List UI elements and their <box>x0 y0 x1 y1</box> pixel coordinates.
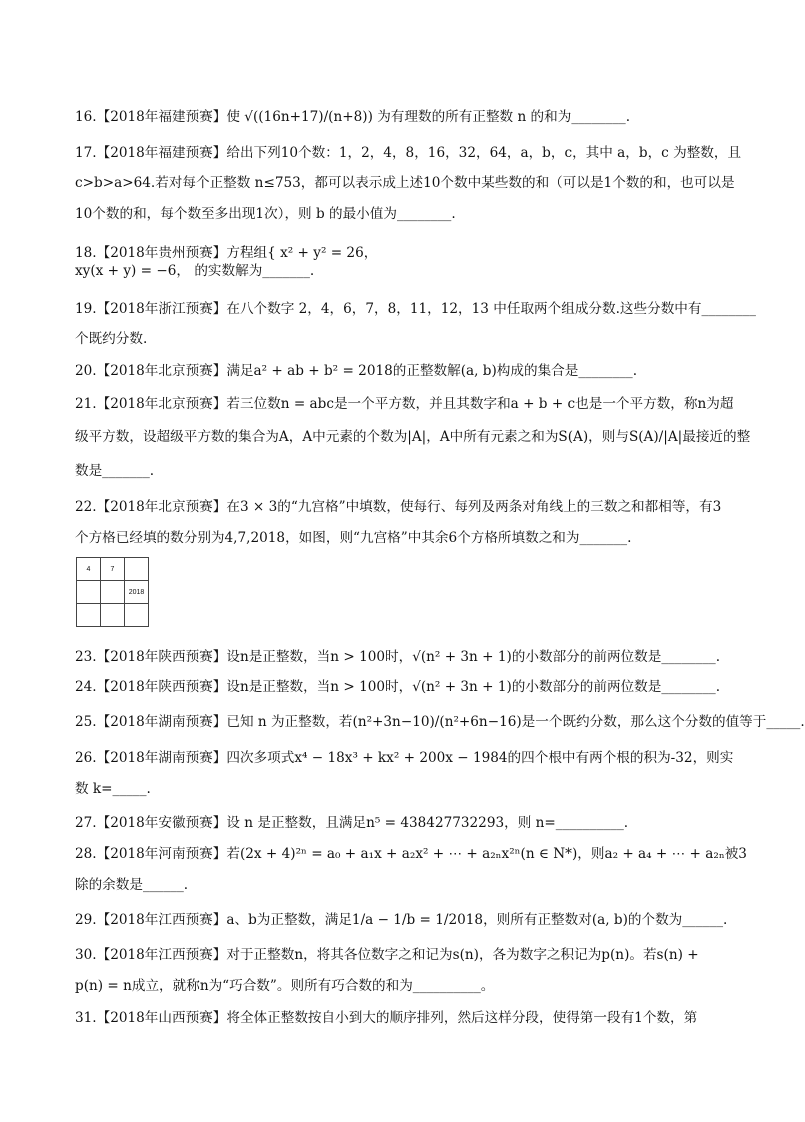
grid-cell <box>101 604 125 627</box>
problem-22-line-2: 个方格已经填的数分别为4,7,2018，如图，则“九宫格”中其余6个方格所填数之和为_______. <box>75 530 632 546</box>
problem-20: 20.【2018年北京预赛】满足a² + ab + b² = 2018的正整数解(a, b)构成的集合是________. <box>75 363 638 379</box>
grid-cell <box>77 581 101 604</box>
problem-21-line-3: 数是_______. <box>75 463 155 479</box>
problem-26-line-2: 数 k=_____. <box>75 781 151 797</box>
problem-28-line-2: 除的余数是______. <box>75 877 189 893</box>
grid-cell: 2018 <box>125 581 149 604</box>
problem-17-line-1: 17.【2018年福建预赛】给出下列10个数：1，2，4，8，16，32，64，a，b，c，其中 a，b，c 为整数，且 <box>75 145 742 161</box>
grid-cell: 4 <box>77 558 101 581</box>
problem-21-line-2: 级平方数，设超级平方数的集合为A，A中元素的个数为|A|，A中所有元素之和为S(A)，则与S(A)/|A|最接近的整 <box>75 429 751 445</box>
problem-27: 27.【2018年安徽预赛】设 n 是正整数，且满足n⁵ = 438427732293，则 n=__________. <box>75 815 629 831</box>
grid-cell <box>125 604 149 627</box>
problem-24: 24.【2018年陕西预赛】设n是正整数，当n > 100时，√(n² + 3n + 1)的小数部分的前两位数是________. <box>75 679 721 695</box>
grid-cell <box>101 581 125 604</box>
problem-16: 16.【2018年福建预赛】使 √((16n+17)/(n+8)) 为有理数的所有正整数 n 的和为________. <box>75 109 631 125</box>
problem-19-line-2: 个既约分数. <box>75 331 148 347</box>
problem-23: 23.【2018年陕西预赛】设n是正整数，当n > 100时，√(n² + 3n + 1)的小数部分的前两位数是________. <box>75 649 721 665</box>
problem-18-line-2: xy(x + y) = −6， 的实数解为_______. <box>75 263 315 279</box>
problem-21-line-1: 21.【2018年北京预赛】若三位数n = abc是一个平方数，并且其数字和a + b + c也是一个平方数，称n为超 <box>75 396 734 412</box>
problem-29: 29.【2018年江西预赛】a、b为正整数，满足1/a − 1/b = 1/2018，则所有正整数对(a, b)的个数为______. <box>75 912 728 928</box>
grid-cell: 7 <box>101 558 125 581</box>
problem-17-line-2: c>b>a>64.若对每个正整数 n≤753，都可以表示成上述10个数中某些数的和（可以是1个数的和，也可以是 <box>75 175 735 191</box>
grid-cell <box>125 558 149 581</box>
problem-19-line-1: 19.【2018年浙江预赛】在八个数字 2，4，6，7，8，11，12，13 中任取两个组成分数.这些分数中有________ <box>75 301 756 317</box>
problem-28-line-1: 28.【2018年河南预赛】若(2x + 4)²ⁿ = a₀ + a₁x + a₂x² + ⋯ + a₂ₙx²ⁿ(n ∈ N*)，则a₂ + a₄ + ⋯ + a₂ₙ被3 <box>75 846 747 862</box>
problem-18-line-1: 18.【2018年贵州预赛】方程组{ x² + y² = 26， <box>75 245 378 261</box>
grid-cell <box>77 604 101 627</box>
problem-30-line-2: p(n) = n成立，就称n为“巧合数”。则所有巧合数的和为__________。 <box>75 978 495 994</box>
magic-square-grid <box>76 557 149 627</box>
problem-31: 31.【2018年山西预赛】将全体正整数按自小到大的顺序排列，然后这样分段，使得第一段有1个数，第 <box>75 1010 698 1026</box>
problem-17-line-3: 10个数的和，每个数至多出现1次），则 b 的最小值为________. <box>75 206 456 222</box>
problem-26-line-1: 26.【2018年湖南预赛】四次多项式x⁴ − 18x³ + kx² + 200x − 1984的四个根中有两个根的积为-32，则实 <box>75 750 734 766</box>
problem-30-line-1: 30.【2018年江西预赛】对于正整数n，将其各位数字之和记为s(n)，各为数字之积记为p(n)。若s(n) + <box>75 947 699 963</box>
problem-25: 25.【2018年湖南预赛】已知 n 为正整数，若(n²+3n−10)/(n²+6n−16)是一个既约分数，那么这个分数的值等于_____. <box>75 714 805 730</box>
problem-22-line-1: 22.【2018年北京预赛】在3 × 3的“九宫格”中填数，使每行、每列及两条对角线上的三数之和都相等，有3 <box>75 499 722 515</box>
